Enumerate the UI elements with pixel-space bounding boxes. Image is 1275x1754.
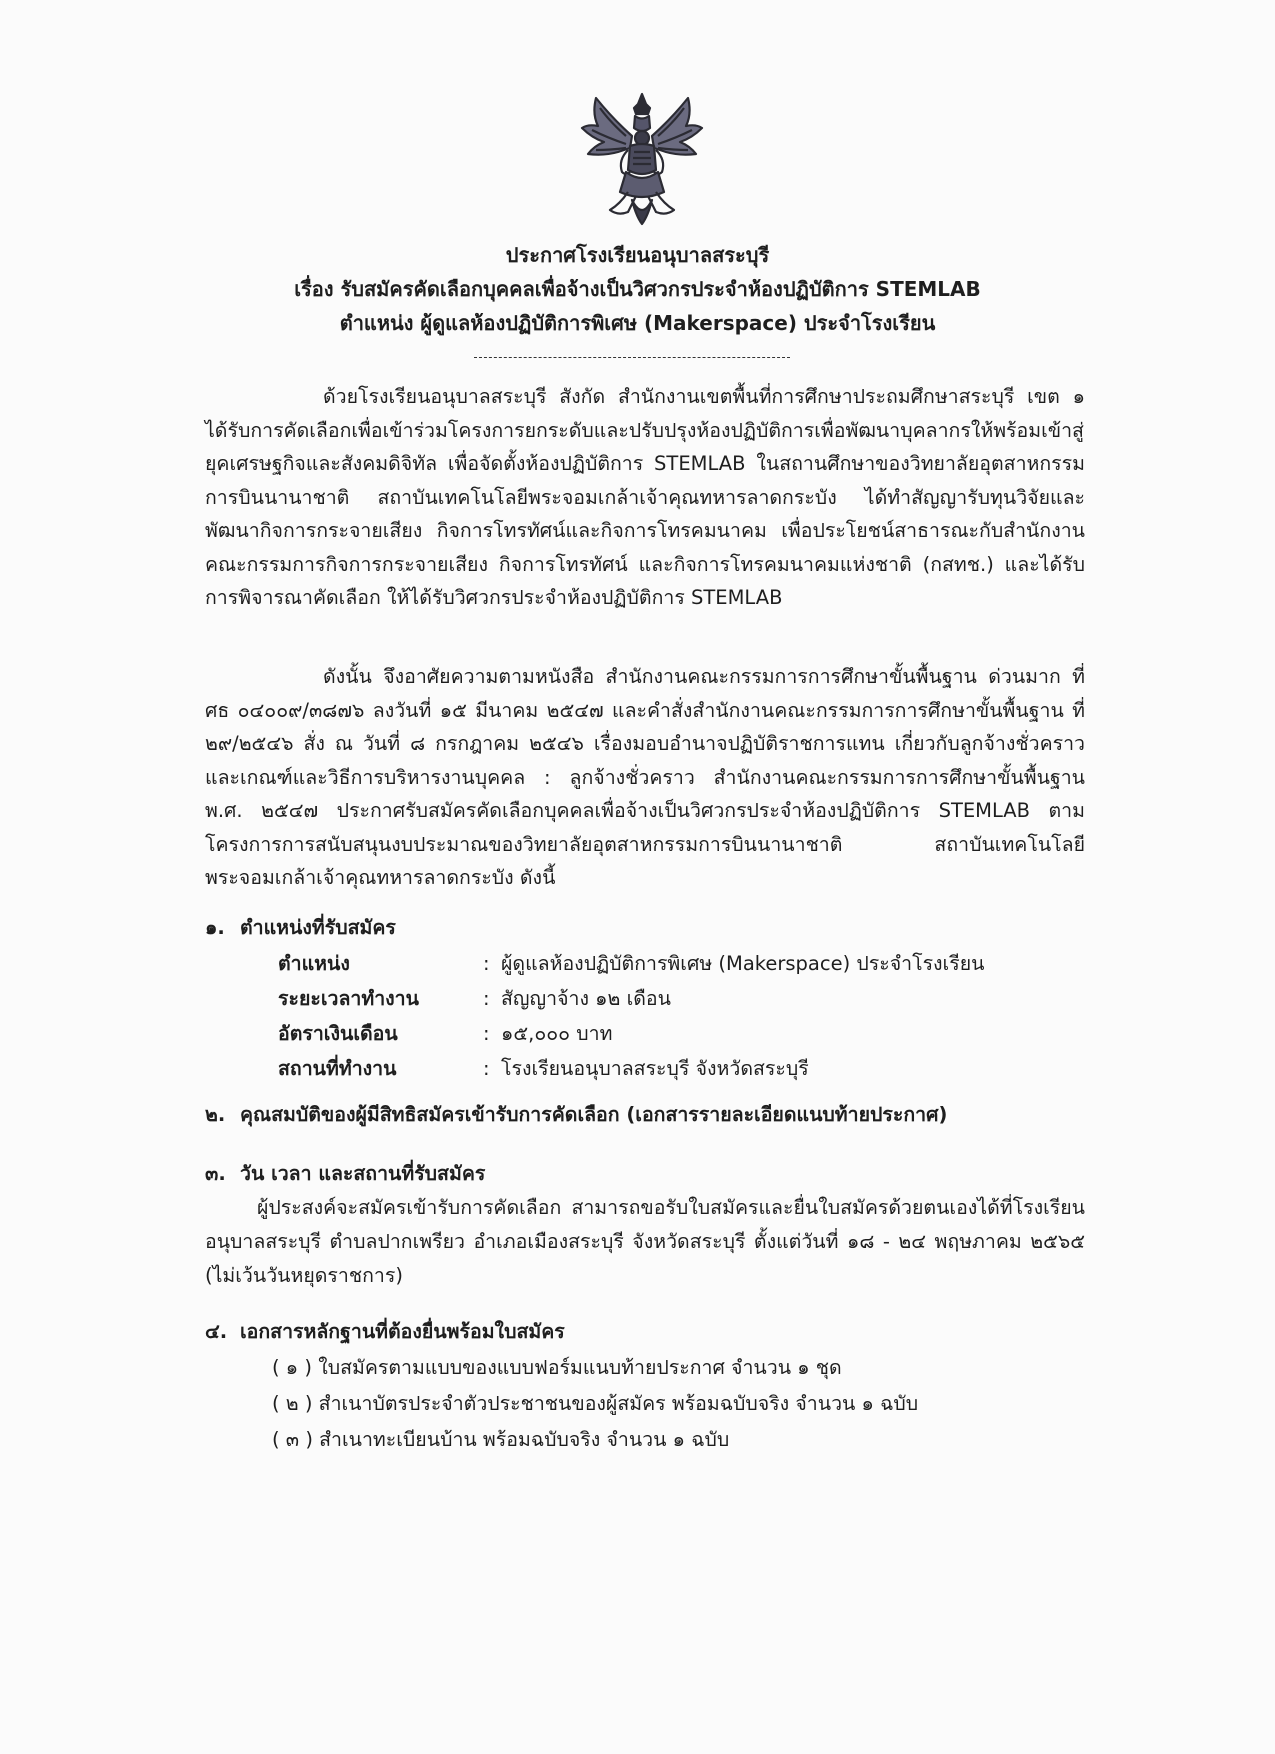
- detail-label: สถานที่ทำงาน: [278, 1057, 397, 1080]
- announcement-position: ตำแหน่ง ผู้ดูแลห้องปฏิบัติการพิเศษ (Makerspace) ประจำโรงเรียน: [339, 311, 936, 335]
- section-3-body: [205, 1191, 1085, 1293]
- announcement-title: ประกาศโรงเรียนอนุบาลสระบุรี: [505, 243, 770, 267]
- application-period-text: ผู้ประสงค์จะสมัครเข้ารับการคัดเลือก สามารถขอรับใบสมัครและยื่นใบสมัครด้วยตนเองได้ที่โรงเรียนอนุบาลสระบุรี ตำบลปากเพรียว อำเภอเมืองสระบุรี จังหวัดสระบุรี ตั้งแต่วันที่ ๑๘ - ๒๔ พฤษภาคม ๒๕๖๕ (ไม่เว้นวันหยุดราชการ): [205, 1196, 1085, 1287]
- detail-value: ผู้ดูแลห้องปฏิบัติการพิเศษ (Makerspace) ประจำโรงเรียน: [501, 952, 985, 975]
- section-2-heading: [205, 1098, 947, 1131]
- section-title: เอกสารหลักฐานที่ต้องยื่นพร้อมใบสมัคร: [240, 1320, 565, 1343]
- list-item: ( ๑ ) ใบสมัครตามแบบของแบบฟอร์มแนบท้ายประกาศ จำนวน ๑ ชุด: [272, 1356, 842, 1379]
- section-title: ตำแหน่งที่รับสมัคร: [240, 916, 396, 939]
- position-details: [278, 946, 984, 1086]
- detail-row-workplace: [278, 1051, 984, 1086]
- detail-colon: :: [483, 1022, 490, 1045]
- detail-row-position: [278, 946, 984, 981]
- announcement-subject: เรื่อง รับสมัครคัดเลือกบุคคลเพื่อจ้างเป็นวิศวกรประจำห้องปฏิบัติการ STEMLAB: [294, 277, 981, 301]
- detail-row-duration: [278, 981, 984, 1016]
- section-number: ๔.: [205, 1320, 228, 1343]
- detail-colon: :: [483, 987, 490, 1010]
- intro-text-1: ด้วยโรงเรียนอนุบาลสระบุรี สังกัด สำนักงานเขตพื้นที่การศึกษาประถมศึกษาสระบุรี เขต ๑ ได้รับการคัดเลือกเพื่อเข้าร่วมโครงการยกระดับและปรับปรุงห้องปฏิบัติการเพื่อพัฒนาบุคลากรให้พร้อมเข้าสู่ยุคเศรษฐกิจและสังคมดิจิทัล เพื่อจัดตั้งห้องปฏิบัติการ STEMLAB ในสถานศึกษาของวิทยาลัยอุตสาหกรรมการบินนานาชาติ สถาบันเทคโนโลยีพระจอมเกล้าเจ้าคุณทหารลาดกระบัง ได้ทำสัญญารับทุนวิจัยและพัฒนากิจการกระจายเสียง กิจการโทรทัศน์และกิจการโทรคมนาคม เพื่อประโยชน์สาธารณะกับสำนักงานคณะกรรมการกิจการกระจายเสียง กิจการโทรทัศน์ และกิจการโทรคมนาคมแห่งชาติ (กสทช.) และได้รับการพิจารณาคัดเลือก ให้ได้รับวิศวกรประจำห้องปฏิบัติการ STEMLAB: [205, 385, 1085, 609]
- section-title: คุณสมบัติของผู้มีสิทธิสมัครเข้ารับการคัดเลือก (เอกสารรายละเอียดแนบท้ายประกาศ): [240, 1103, 948, 1126]
- detail-colon: :: [483, 1057, 490, 1080]
- detail-label: ระยะเวลาทำงาน: [278, 987, 419, 1010]
- detail-row-salary: [278, 1016, 984, 1051]
- list-item: ( ๓ ) สำเนาทะเบียนบ้าน พร้อมฉบับจริง จำนวน ๑ ฉบับ: [272, 1428, 730, 1451]
- intro-text-2: ดังนั้น จึงอาศัยความตามหนังสือ สำนักงานคณะกรรมการการศึกษาขั้นพื้นฐาน ด่วนมาก ที่ ศธ ๐๔๐๐๙/๓๘๗๖ ลงวันที่ ๑๕ มีนาคม ๒๕๔๗ และคำสั่งสำนักงานคณะกรรมการการศึกษาขั้นพื้นฐาน ที่ ๒๙/๒๕๔๖ สั่ง ณ วันที่ ๘ กรกฎาคม ๒๕๔๖ เรื่องมอบอำนาจปฏิบัติราชการแทน เกี่ยวกับลูกจ้างชั่วคราว และเกณฑ์และวิธีการบริหารงานบุคคล : ลูกจ้างชั่วคราว สำนักงานคณะกรรมการการศึกษาขั้นพื้นฐาน พ.ศ. ๒๕๔๗ ประกาศรับสมัครคัดเลือกบุคคลเพื่อจ้างเป็นวิศวกรประจำห้องปฏิบัติการ STEMLAB ตามโครงการการสนับสนุนงบประมาณของวิทยาลัยอุตสาหกรรมการบินนานาชาติ สถาบันเทคโนโลยีพระจอมเกล้าเจ้าคุณทหารลาดกระบัง ดังนี้: [205, 665, 1085, 889]
- section-number: ๓.: [205, 1162, 226, 1185]
- intro-paragraph-1: [205, 380, 1085, 615]
- detail-label: ตำแหน่ง: [278, 952, 350, 975]
- section-4-heading: [205, 1315, 565, 1348]
- intro-paragraph-2: [205, 660, 1085, 895]
- header-divider: [474, 357, 790, 358]
- section-title: วัน เวลา และสถานที่รับสมัคร: [240, 1162, 486, 1185]
- required-documents-list: [272, 1350, 918, 1458]
- detail-value: ๑๕,๐๐๐ บาท: [501, 1022, 613, 1045]
- detail-value: โรงเรียนอนุบาลสระบุรี จังหวัดสระบุรี: [501, 1057, 809, 1080]
- detail-colon: :: [483, 952, 490, 975]
- garuda-emblem-icon: [578, 88, 706, 228]
- announcement-header: [150, 238, 1125, 340]
- section-3-heading: [205, 1157, 485, 1190]
- detail-value: สัญญาจ้าง ๑๒ เดือน: [501, 987, 671, 1010]
- section-number: ๒.: [205, 1103, 226, 1126]
- list-item: ( ๒ ) สำเนาบัตรประจำตัวประชาชนของผู้สมัคร พร้อมฉบับจริง จำนวน ๑ ฉบับ: [272, 1392, 919, 1415]
- section-number: ๑.: [205, 916, 225, 939]
- section-1-heading: [205, 911, 396, 944]
- detail-label: อัตราเงินเดือน: [278, 1022, 398, 1045]
